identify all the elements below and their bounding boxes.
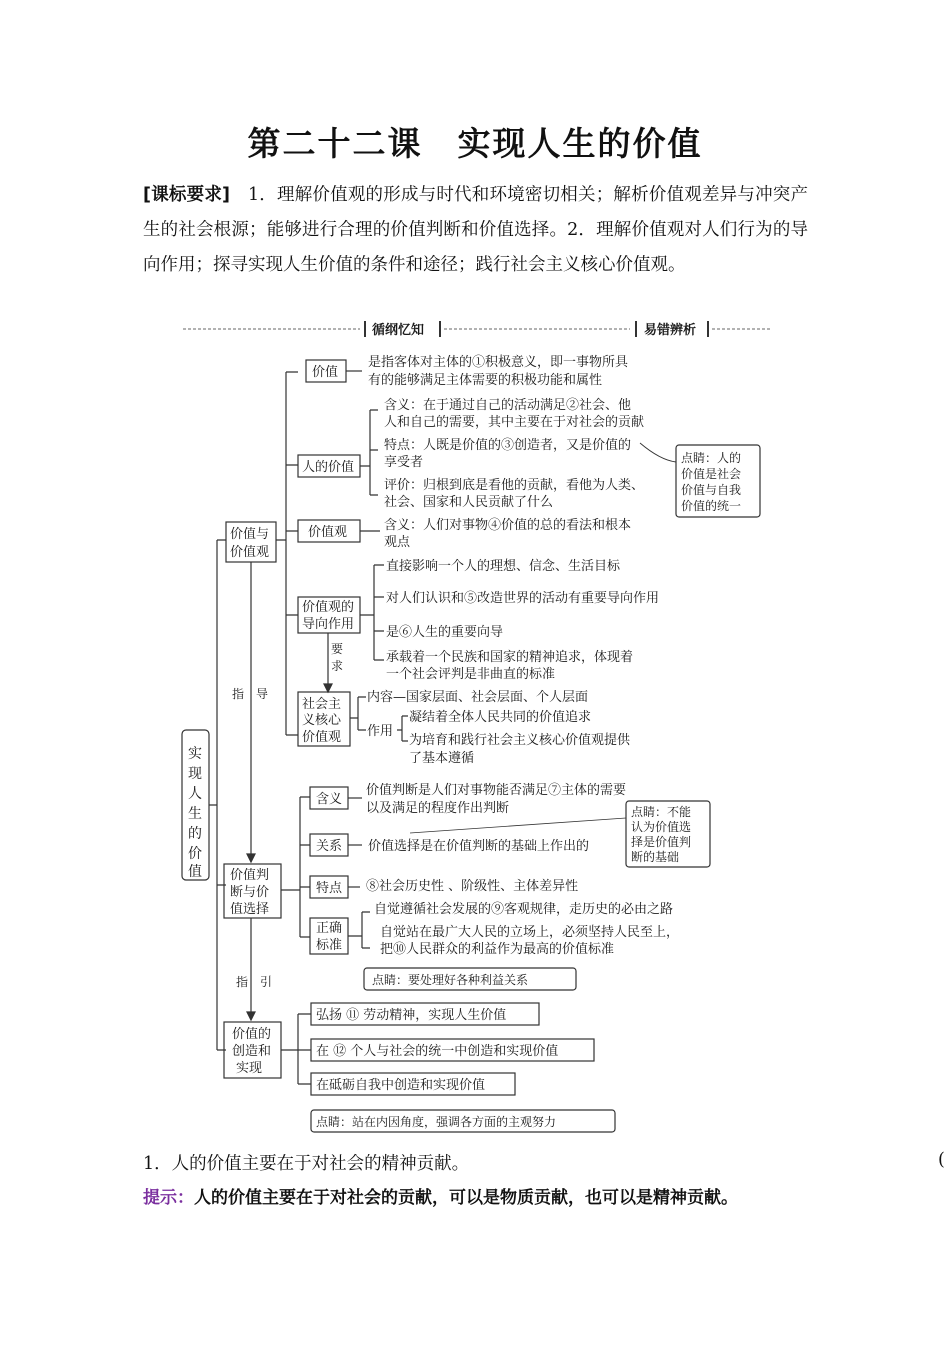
personal-note-4: 价值的统一 [681, 499, 742, 513]
require-char-2: 求 [331, 659, 344, 673]
personal-meaning-1: 含义：在于通过自己的活动满足②社会、他 [384, 398, 632, 413]
s3-label-2: 创造和 [232, 1044, 272, 1059]
s3-item-1: 弘扬 ⑪ 劳动精神，实现人生价值 [316, 1008, 507, 1023]
hint [143, 1183, 738, 1208]
s1-label-2: 价值观 [230, 545, 270, 560]
guidance-item-2: 对人们认识和⑤改造世界的活动有重要导向作用 [386, 591, 660, 606]
root-char-4: 生 [188, 806, 202, 822]
value-line-2: 有的能够满足主体需要的积极功能和属性 [368, 373, 603, 388]
s2-label-1: 价值判 [230, 868, 270, 883]
view-line-1: 含义：人们对事物④价值的总的看法和根本 [384, 518, 632, 533]
personal-note-2: 价值是社会 [681, 467, 742, 481]
require-char-1: 要 [331, 642, 344, 656]
guidance-label-2: 导向作用 [302, 617, 355, 632]
guide-label: 指 导 [232, 687, 269, 701]
value-line-1: 是指客体对主体的①积极意义，即一事物所具 [368, 355, 629, 370]
s1-label-1: 价值与 [230, 527, 270, 542]
root-char-6: 价 [188, 846, 202, 862]
relation-text: 价值选择是在价值判断的基础上作出的 [368, 839, 590, 854]
root-char-5: 的 [188, 826, 202, 842]
root-char-1: 实 [188, 746, 202, 762]
view-line-2: 观点 [384, 535, 411, 550]
s3-label-3: 实现 [236, 1061, 263, 1076]
meaning-line-2: 以及满足的程度作出判断 [366, 801, 510, 816]
hint-text: 人的价值主要在于对社会的贡献，可以是物质贡献，也可以是精神贡献。 [194, 1188, 738, 1208]
guidance-last-2: 一个社会评判是非曲直的标准 [386, 667, 556, 682]
guidance-label-1: 价值观的 [302, 600, 355, 615]
relation-label: 关系 [316, 839, 343, 854]
personal-eval-2: 社会、国家和人民贡献了什么 [384, 495, 554, 510]
view-label: 价值观 [308, 525, 348, 540]
relation-note-4: 断的基础 [631, 850, 680, 864]
meaning-label: 含义 [316, 792, 343, 807]
guidance-item-3: 是⑥人生的重要向导 [386, 625, 504, 640]
s3-item-3: 在砥砺自我中创造和实现价值 [316, 1078, 486, 1093]
standard-line-2b: 把⑩人民群众的利益作为最高的价值标准 [380, 942, 615, 957]
relation-note-2: 认为价值选 [631, 820, 692, 834]
page-title: 第二十二课 实现人生的价值 [247, 124, 703, 163]
core-role-1: 凝结着全体人民共同的价值追求 [409, 710, 592, 725]
guidance-item-1: 直接影响一个人的理想、信念、生活目标 [386, 559, 621, 574]
personal-label: 人的价值 [302, 460, 355, 475]
root-char-3: 人 [188, 786, 202, 802]
value-label: 价值 [312, 365, 339, 380]
relation-note-1: 点睛：不能 [631, 805, 692, 819]
s3-label-1: 价值的 [232, 1027, 272, 1042]
standard-label-1: 正确 [316, 921, 343, 936]
core-label-3: 价值观 [302, 730, 342, 745]
core-label-1: 社会主 [302, 697, 342, 712]
core-label-2: 义核心 [302, 713, 342, 728]
header-left: 循纲忆知 [372, 323, 425, 338]
s3-note: 点睛：站在内因角度，强调各方面的主观努力 [316, 1115, 557, 1129]
personal-note-1: 点睛：人的 [681, 451, 742, 465]
header-right: 易错辨析 [644, 323, 697, 338]
question-1: 1．人的价值主要在于对社会的精神贡献。 [143, 1154, 470, 1174]
traits-label: 特点 [316, 881, 343, 896]
core-role-2a: 为培育和践行社会主义核心价值观提供 [409, 733, 631, 748]
root-char-7: 值 [188, 864, 202, 880]
personal-meaning-2: 人和自己的需要，其中主要在于对社会的贡献 [384, 415, 645, 430]
standard-line-2a: 自觉站在最广大人民的立场上，必须坚持人民至上， [380, 925, 680, 940]
standard-line-1: 自觉遵循社会发展的⑨客观规律，走历史的必由之路 [374, 902, 674, 917]
root-char-2: 现 [188, 766, 202, 782]
standard-note: 点睛：要处理好各种利益关系 [372, 973, 529, 987]
lead-label: 指 引 [236, 975, 273, 989]
s3-item-2: 在 ⑫ 个人与社会的统一中创造和实现价值 [316, 1044, 559, 1059]
guidance-last-1: 承载着一个民族和国家的精神追求，体现着 [386, 650, 634, 665]
core-role-label: 作用 [367, 724, 394, 739]
hint-label: 提示： [143, 1188, 194, 1208]
relation-note-3: 择是价值判 [631, 835, 692, 849]
core-content: 内容—国家层面、社会层面、个人层面 [367, 690, 589, 705]
requirements-label: [课标要求] [143, 185, 231, 205]
standard-label-2: 标准 [316, 938, 343, 953]
answer-paren: ( [938, 1150, 945, 1170]
personal-feature-1: 特点：人既是价值的③创造者，又是价值的 [384, 438, 632, 453]
requirements-text: 1．理解价值观的形成与时代和环境密切相关；解析价值观差异与冲突产生的社会根源；能够进行合理的价值判断和价值选择。2．理解价值观对人们行为的导向作用；探寻实现人生价值的条件和途径；践行社会主义核心价值观。 [143, 185, 808, 275]
s2-label-2: 断与价 [230, 885, 270, 900]
s2-label-3: 值选择 [230, 902, 270, 917]
traits-text: ⑧社会历史性 、阶级性、主体差异性 [366, 879, 579, 894]
core-role-2b: 了基本遵循 [409, 751, 475, 766]
personal-feature-2: 享受者 [384, 455, 424, 470]
personal-eval-1: 评价：归根到底是看他的贡献，看他为人类、 [384, 478, 645, 493]
meaning-line-1: 价值判断是人们对事物能否满足⑦主体的需要 [366, 783, 627, 798]
personal-note-3: 价值与自我 [681, 483, 742, 497]
